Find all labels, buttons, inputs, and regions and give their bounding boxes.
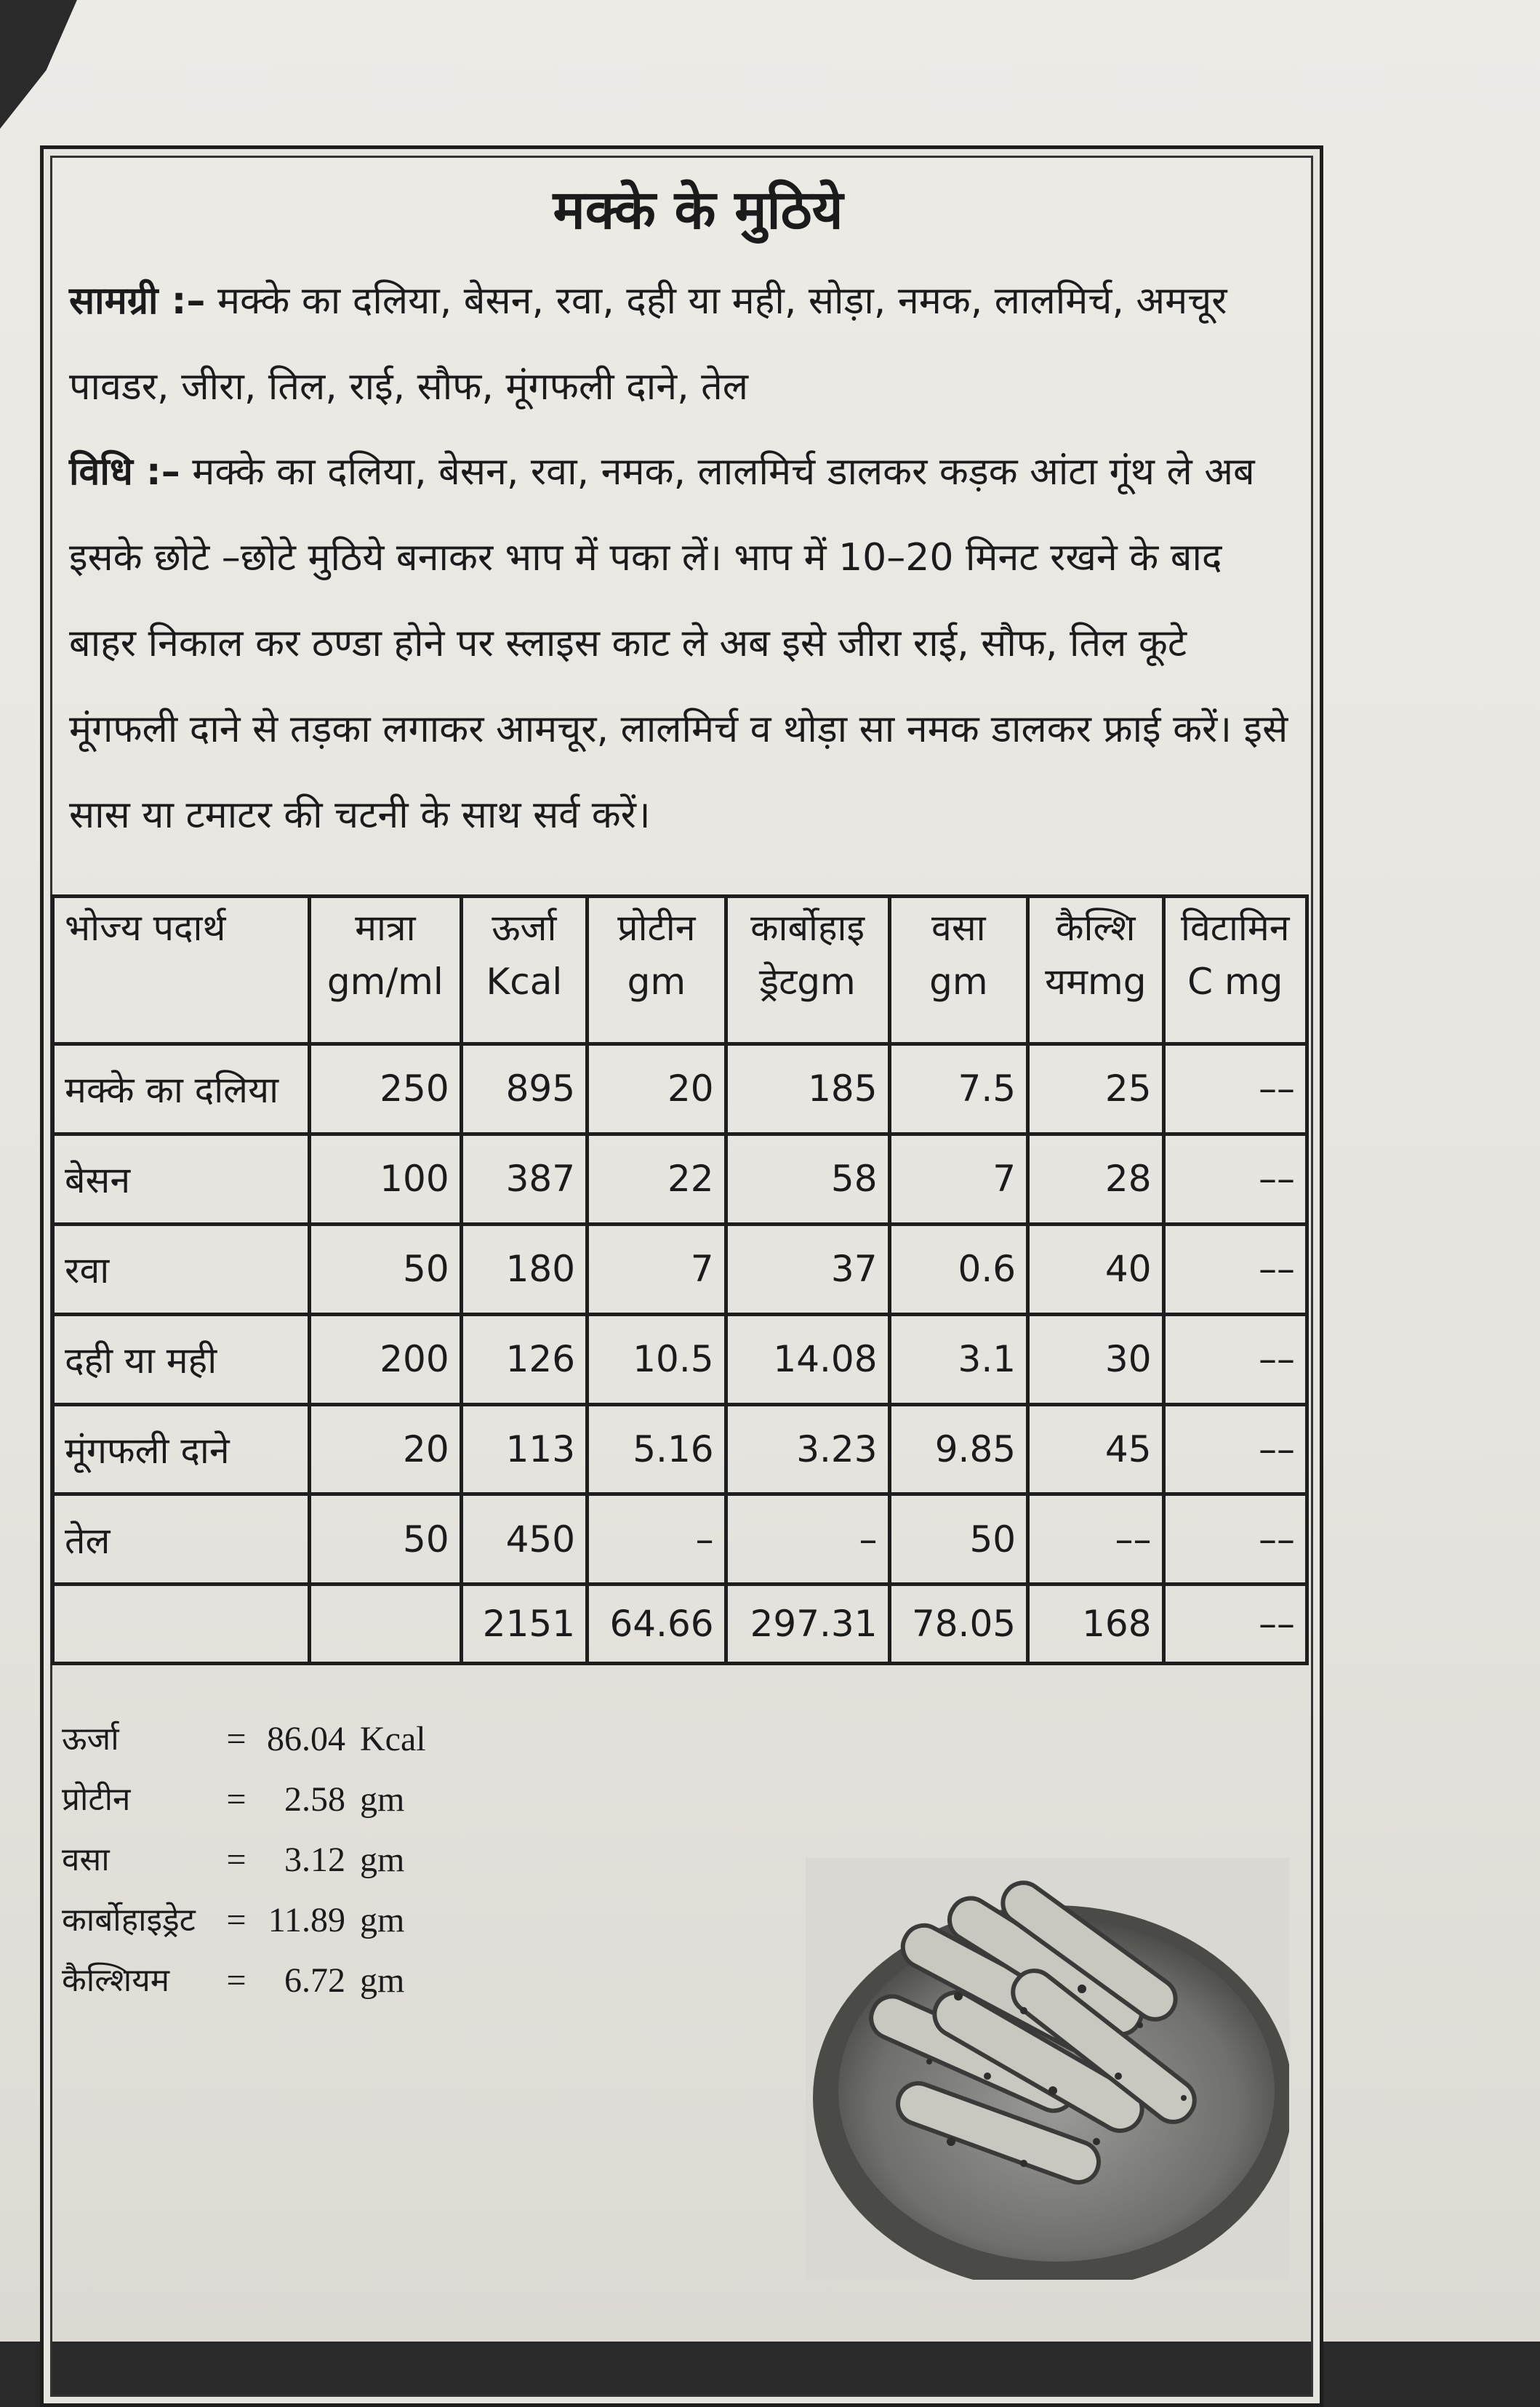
nutrition-table bbox=[51, 894, 1309, 1665]
total-calcium: 168 bbox=[1028, 1585, 1163, 1664]
table-total-row bbox=[53, 1585, 1307, 1664]
method-paragraph bbox=[69, 429, 1291, 858]
cell-vitamin-c: –– bbox=[1163, 1404, 1307, 1494]
cell-protein: 20 bbox=[587, 1044, 726, 1134]
header-protein: प्रोटीन gm bbox=[587, 897, 726, 1044]
cell-quantity: 250 bbox=[310, 1044, 462, 1134]
cell-protein: – bbox=[587, 1494, 726, 1585]
summary-row-protein: प्रोटीन = 2.58 gm bbox=[62, 1780, 405, 1819]
cell-protein: 22 bbox=[587, 1134, 726, 1224]
total-protein: 64.66 bbox=[587, 1585, 726, 1664]
cell-calcium: 45 bbox=[1028, 1404, 1163, 1494]
cell-energy: 387 bbox=[461, 1134, 587, 1224]
header-fat: वसा gm bbox=[889, 897, 1028, 1044]
summary-row-energy: ऊर्जा = 86.04 Kcal bbox=[62, 1720, 426, 1758]
table-row bbox=[53, 1314, 1307, 1404]
per-serving-summary bbox=[62, 1709, 571, 2011]
cell-vitamin-c: –– bbox=[1163, 1224, 1307, 1314]
cell-food: मूंगफली दाने bbox=[53, 1404, 310, 1494]
total-fat: 78.05 bbox=[889, 1585, 1028, 1664]
total-vitamin-c: –– bbox=[1163, 1585, 1307, 1664]
cell-energy: 113 bbox=[461, 1404, 587, 1494]
cell-quantity: 200 bbox=[310, 1314, 462, 1404]
cell-fat: 9.85 bbox=[889, 1404, 1028, 1494]
cell-carbohydrate: 3.23 bbox=[726, 1404, 889, 1494]
summary-row-carbohydrate: कार्बोहाइड्रेट = 11.89 gm bbox=[62, 1901, 405, 1939]
cell-fat: 50 bbox=[889, 1494, 1028, 1585]
ingredients-label: सामग्री :– bbox=[69, 279, 206, 323]
cell-protein: 5.16 bbox=[587, 1404, 726, 1494]
cell-fat: 3.1 bbox=[889, 1314, 1028, 1404]
cell-calcium: 28 bbox=[1028, 1134, 1163, 1224]
summary-row-fat: वसा = 3.12 gm bbox=[62, 1841, 405, 1879]
cell-protein: 10.5 bbox=[587, 1314, 726, 1404]
cell-food bbox=[53, 1585, 310, 1664]
cell-fat: 7.5 bbox=[889, 1044, 1028, 1134]
cell-protein: 7 bbox=[587, 1224, 726, 1314]
table-row bbox=[53, 1494, 1307, 1585]
cell-quantity: 100 bbox=[310, 1134, 462, 1224]
cell-vitamin-c: –– bbox=[1163, 1134, 1307, 1224]
method-text: मक्के का दलिया, बेसन, रवा, नमक, लालमिर्च डालकर कड़क आंटा गूंथ ले अब इसके छोटे –छोटे मुठिये बनाकर भाप में पका लें। भाप में 10–20 मिनट रखने के बाद बाहर निकाल कर ठण्डा होने पर स्लाइस काट ले अब इसे जीरा राई, सौफ, तिल कूटे मूंगफली दाने से तड़का लगाकर आमचूर, लालमिर्च व थोड़ा सा नमक डालकर फ्राई करें। इसे सास या टमाटर की चटनी के साथ सर्व करें। bbox=[69, 450, 1288, 837]
table-row bbox=[53, 1134, 1307, 1224]
cell-energy: 180 bbox=[461, 1224, 587, 1314]
cell-energy: 450 bbox=[461, 1494, 587, 1585]
header-vitamin-c: विटामिन C mg bbox=[1163, 897, 1307, 1044]
recipe-title: मक्के के मुठिये bbox=[553, 179, 843, 241]
ingredients-text: मक्के का दलिया, बेसन, रवा, दही या मही, सोड़ा, नमक, लालमिर्च, अमचूर पावडर, जीरा, तिल, राई, सौफ, मूंगफली दाने, तेल bbox=[69, 279, 1227, 409]
cell-food: रवा bbox=[53, 1224, 310, 1314]
cell-quantity: 20 bbox=[310, 1404, 462, 1494]
summary-row-calcium: कैल्शियम = 6.72 gm bbox=[62, 1961, 405, 2000]
cell-fat: 0.6 bbox=[889, 1224, 1028, 1314]
table-row bbox=[53, 1224, 1307, 1314]
cell-quantity: 50 bbox=[310, 1224, 462, 1314]
cell-vitamin-c: –– bbox=[1163, 1494, 1307, 1585]
cell-calcium: 40 bbox=[1028, 1224, 1163, 1314]
method-label: विधि :– bbox=[69, 450, 180, 494]
cell-quantity bbox=[310, 1585, 462, 1664]
cell-carbohydrate: 185 bbox=[726, 1044, 889, 1134]
cell-carbohydrate: 37 bbox=[726, 1224, 889, 1314]
cell-carbohydrate: 14.08 bbox=[726, 1314, 889, 1404]
cell-vitamin-c: –– bbox=[1163, 1044, 1307, 1134]
header-quantity: मात्रा gm/ml bbox=[310, 897, 462, 1044]
cell-food: दही या मही bbox=[53, 1314, 310, 1404]
cell-calcium: 30 bbox=[1028, 1314, 1163, 1404]
header-calcium: कैल्शि यमmg bbox=[1028, 897, 1163, 1044]
total-carbohydrate: 297.31 bbox=[726, 1585, 889, 1664]
header-energy: ऊर्जा Kcal bbox=[461, 897, 587, 1044]
cell-food: तेल bbox=[53, 1494, 310, 1585]
ingredients-paragraph bbox=[69, 258, 1291, 430]
cell-carbohydrate: 58 bbox=[726, 1134, 889, 1224]
cell-food: मक्के का दलिया bbox=[53, 1044, 310, 1134]
cell-carbohydrate: – bbox=[726, 1494, 889, 1585]
cell-calcium: –– bbox=[1028, 1494, 1163, 1585]
cell-food: बेसन bbox=[53, 1134, 310, 1224]
header-food-item: भोज्य पदार्थ bbox=[53, 897, 310, 1044]
cell-fat: 7 bbox=[889, 1134, 1028, 1224]
table-header-row bbox=[53, 897, 1307, 1044]
cell-calcium: 25 bbox=[1028, 1044, 1163, 1134]
total-energy: 2151 bbox=[461, 1585, 587, 1664]
header-carbohydrate: कार्बोहाइ ड्रेटgm bbox=[726, 897, 889, 1044]
table-row bbox=[53, 1044, 1307, 1134]
cell-vitamin-c: –– bbox=[1163, 1314, 1307, 1404]
table-row bbox=[53, 1404, 1307, 1494]
cell-quantity: 50 bbox=[310, 1494, 462, 1585]
cell-energy: 895 bbox=[461, 1044, 587, 1134]
muthiya-dish-photo bbox=[806, 1858, 1289, 2280]
cell-energy: 126 bbox=[461, 1314, 587, 1404]
